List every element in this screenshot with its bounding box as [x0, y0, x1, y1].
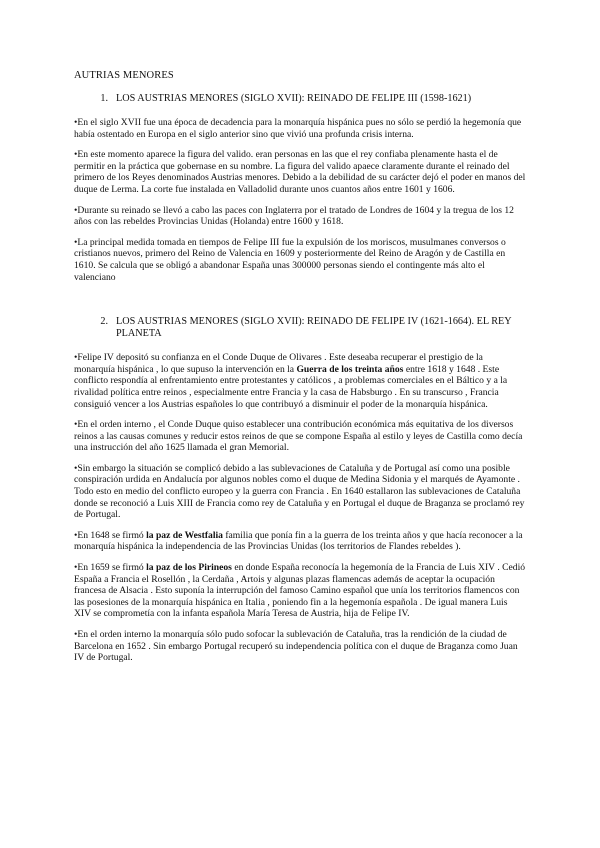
section-number: 2.: [100, 316, 108, 328]
paragraph-text: entre 1618 y 1648 . Este conflicto respondía al enfrentamiento entre protestantes y católicos , a problemas comerciales en el Báltico y a la rivalidad política entre reinos , especialmente entre Francia y la casa de Habsburgo . En su transcurso , Francia consiguió vencer a los Austrias españoles lo que contribuyó a disminuir el poder de la monarquía hispánica.: [74, 363, 508, 410]
paragraph-text: en donde España reconocía la hegemonía de la Francia de Luis XIV . Cedió España a Francia el Rosellón , la Cerdaña , Artois y algunas plazas flamencas además de aceptar la ocupación francesa de Alsacia . Esto suponía la interrupción del famoso Camino español que unía los territorios flamencos con las posesiones de la monarquía hispánica en Italia , poniendo fin a la hegemonía española . De igual manera Luis XIV se comprometía con la infanta española María Teresa de Austria, hija de Felipe IV.: [74, 562, 526, 620]
document-page: [74, 70, 526, 673]
paragraph-text: •En 1659 se firmó: [74, 562, 147, 574]
bold-term: Guerra de los treinta años: [296, 363, 404, 375]
section-heading-2: [74, 316, 526, 340]
paragraph: •En el orden interno la monarquía sólo pudo sofocar la sublevación de Cataluña, tras la rendición de la ciudad de Barcelona en 1652 . Sin embargo Portugal recuperó su independencia política con el duque de Braganza como Juan IV de Portugal.: [74, 629, 518, 664]
bold-term: la paz de los Pirineos: [146, 562, 232, 574]
document-title: AUTRIAS MENORES: [74, 70, 174, 81]
paragraph: •La principal medida tomada en tiempos de Felipe III fue la expulsión de los moriscos, musulmanes conversos o cristianos nuevos, primero del Reino de Valencia en 1609 y posteriormente del Reino de Aragón y de Castilla en 1610. Se calcula que se obligó a abandonar España unas 300000 personas siendo el contingente más alto el valenciano: [74, 236, 506, 283]
paragraph: [74, 562, 526, 620]
paragraph-text: familia que ponía fin a la guerra de los treinta años y que hacía reconocer a la monarquía hispánica la independencia de las Provincias Unidas (los territorios de Flandes rebeldes ).: [74, 529, 523, 553]
section-number: 1.: [100, 93, 108, 104]
section-heading-text: LOS AUSTRIAS MENORES (SIGLO XVII): REINADO DE FELIPE IV (1621-1664). EL REY PLANETA: [116, 316, 512, 340]
paragraph: •En este momento aparece la figura del valido. eran personas en las que el rey confiaba plenamente hasta el de permitir en la práctica que gobernase en su nombre. La figura del valido apaece claramente durante el reinado del primero de los Reyes denominados Austrias menores. Debido a la debilidad de su carácter dejó el poder en manos del duque de Lerma. La corte fue instalada en Valladolid durante unos cuantos años entre 1601 y 1606.: [74, 149, 526, 195]
paragraph-text: •Felipe IV depositó su confianza en el Conde Duque de Olivares . Este deseaba recuperar el prestigio de la monarquía hispánica , lo que supuso la intervención en la: [74, 352, 483, 375]
paragraph: •Sin embargo la situación se complicó debido a las sublevaciones de Cataluña y de Portugal así como una posible conspiración urdida en Andalucía por algunos nobles como el duque de Medina Sidonia y el marqués de Ayamonte . Todo esto en medio del conflicto europeo y la guerra con Francia . En 1640 estallaron las sublevaciones de Cataluña donde se reconoció a Luis XIII de Francia como rey de Cataluña y en Portugal el duque de Braganza se proclamó rey de Portugal.: [74, 462, 525, 521]
paragraph: [74, 352, 526, 410]
paragraph: •Durante su reinado se llevó a cabo las paces con Inglaterra por el tratado de Londres de 1604 y la tregua de los 12 años con las rebeldes Provincias Unidas (Holanda) entre 1600 y 1618.: [74, 204, 514, 228]
paragraph: [74, 530, 526, 553]
bold-term: la paz de Westfalia: [146, 529, 223, 541]
paragraph: •En el siglo XVII fue una época de decadencia para la monarquía hispánica pues no sólo se perdió la hegemonía que había ostentado en Europa en el siglo anterior sino que vivió una profunda crisis interna.: [74, 117, 522, 140]
section-heading-text: LOS AUSTRIAS MENORES (SIGLO XVII): REINADO DE FELIPE III (1598-1621): [116, 93, 472, 104]
paragraph-text: •En 1648 se firmó: [74, 529, 147, 541]
section-heading-1: [74, 93, 526, 105]
paragraph: •En el orden interno , el Conde Duque quiso establecer una contribución económica más equitativa de los diversos reinos a las causas comunes y reducir estos reinos de que se compone España al estilo y leyes de Castilla como decía una instrucción del año 1625 llamada el gran Memorial.: [74, 419, 523, 454]
